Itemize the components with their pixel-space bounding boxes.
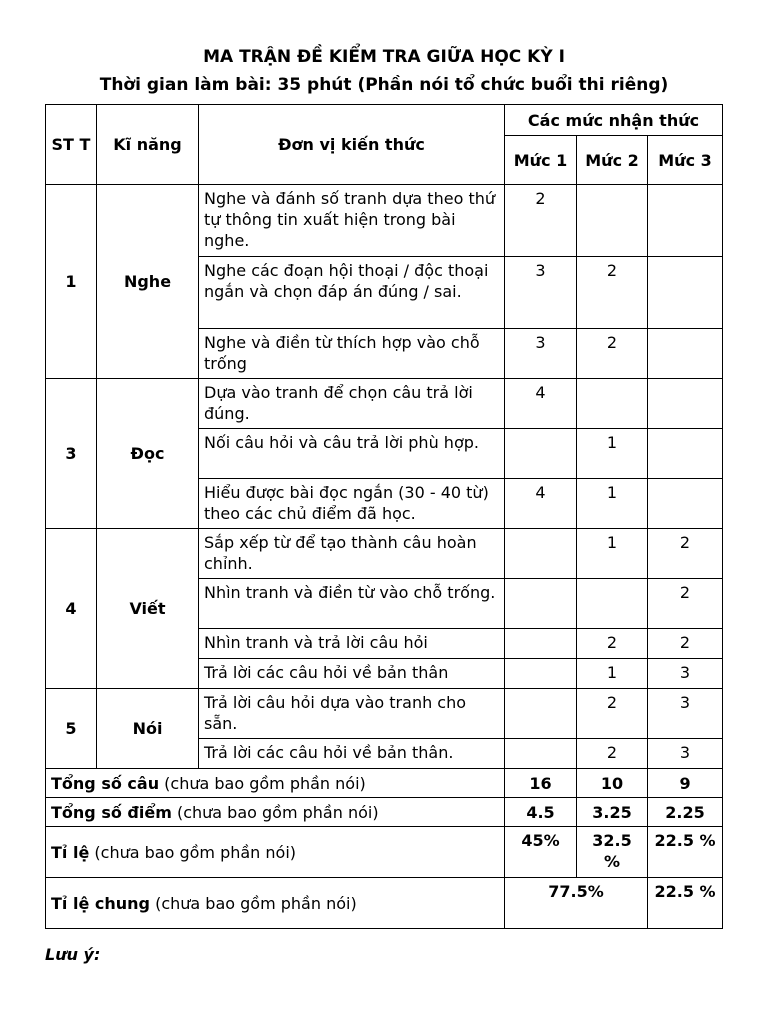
row-unit: Dựa vào tranh để chọn câu trả lời đúng. (199, 379, 505, 429)
row-level-3: 2 (648, 579, 723, 629)
row-unit: Trả lời các câu hỏi về bản thân (199, 659, 505, 689)
group-skill: Đọc (97, 379, 199, 529)
row-level-1: 3 (505, 329, 577, 379)
summary-row-total-questions (46, 769, 723, 798)
summary-label-bold: Tỉ lệ (51, 842, 90, 862)
row-level-3: 2 (648, 629, 723, 659)
row-level-1: 4 (505, 379, 577, 429)
summary-label-note: (chưa bao gồm phần nói) (159, 773, 366, 793)
row-level-3 (648, 185, 723, 257)
summary-level-3: 9 (648, 769, 723, 798)
row-level-1 (505, 689, 577, 739)
header-level-3: Mức 3 (648, 136, 723, 185)
row-level-1 (505, 659, 577, 689)
row-level-2: 1 (577, 659, 648, 689)
summary-label-bold: Tổng số câu (51, 773, 160, 793)
row-level-2: 1 (577, 479, 648, 529)
row-level-3: 2 (648, 529, 723, 579)
header-stt: ST T (46, 105, 97, 185)
summary-level-2: 10 (577, 769, 648, 798)
group-skill: Nói (97, 689, 199, 769)
summary-label-note: (chưa bao gồm phần nói) (149, 893, 357, 913)
row-level-2: 2 (577, 329, 648, 379)
summary-level-1: 16 (505, 769, 577, 798)
row-level-1 (505, 739, 577, 769)
row-level-1: 4 (505, 479, 577, 529)
summary-label (46, 878, 505, 929)
group-stt: 4 (46, 529, 97, 689)
row-level-3: 3 (648, 689, 723, 739)
table-row (46, 379, 723, 429)
note-label: Lưu ý: (45, 945, 101, 964)
row-level-2 (577, 379, 648, 429)
row-unit: Nghe các đoạn hội thoại / độc thoại ngắn và chọn đáp án đúng / sai. (199, 257, 505, 329)
row-level-3 (648, 479, 723, 529)
group-skill: Viết (97, 529, 199, 689)
row-unit: Trả lời câu hỏi dựa vào tranh cho sẵn. (199, 689, 505, 739)
summary-label-note: (chưa bao gồm phần nói) (171, 802, 379, 822)
summary-level-3: 22.5 % (648, 827, 723, 878)
row-level-3 (648, 379, 723, 429)
summary-level-3: 2.25 (648, 798, 723, 827)
summary-row-ratio-general (46, 878, 723, 929)
table-row (46, 689, 723, 739)
row-level-3 (648, 257, 723, 329)
summary-label-note: (chưa bao gồm phần nói) (89, 842, 297, 862)
row-unit: Nghe và điền từ thích hợp vào chỗ trống (199, 329, 505, 379)
summary-label-bold: Tổng số điểm (51, 802, 172, 822)
row-unit: Sắp xếp từ để tạo thành câu hoàn chỉnh. (199, 529, 505, 579)
row-level-2: 1 (577, 529, 648, 579)
row-level-2: 2 (577, 689, 648, 739)
summary-level-1: 4.5 (505, 798, 577, 827)
row-unit: Nghe và đánh số tranh dựa theo thứ tự thông tin xuất hiện trong bài nghe. (199, 185, 505, 257)
row-unit: Nhìn tranh và trả lời câu hỏi (199, 629, 505, 659)
summary-label-bold: Tỉ lệ chung (51, 893, 150, 913)
header-level-1: Mức 1 (505, 136, 577, 185)
table-row (46, 529, 723, 579)
summary-label (46, 827, 505, 878)
header-level-2: Mức 2 (577, 136, 648, 185)
document-title: MA TRẬN ĐỀ KIỂM TRA GIỮA HỌC KỲ I (203, 47, 565, 67)
row-unit: Hiểu được bài đọc ngắn (30 - 40 từ) theo các chủ điểm đã học. (199, 479, 505, 529)
row-unit: Trả lời các câu hỏi về bản thân. (199, 739, 505, 769)
summary-level-1-2: 77.5% (505, 878, 648, 929)
row-level-1: 3 (505, 257, 577, 329)
row-level-2: 1 (577, 429, 648, 479)
row-level-1 (505, 629, 577, 659)
row-level-1 (505, 579, 577, 629)
summary-level-1: 45% (505, 827, 577, 878)
row-unit: Nhìn tranh và điền từ vào chỗ trống. (199, 579, 505, 629)
row-level-2: 2 (577, 739, 648, 769)
row-level-2: 2 (577, 629, 648, 659)
row-level-3: 3 (648, 659, 723, 689)
row-level-2 (577, 579, 648, 629)
summary-label (46, 798, 505, 827)
row-level-3: 3 (648, 739, 723, 769)
summary-row-total-points (46, 798, 723, 827)
header-unit: Đơn vị kiến thức (199, 105, 505, 185)
row-level-2 (577, 185, 648, 257)
group-stt: 5 (46, 689, 97, 769)
summary-level-3: 22.5 % (648, 878, 723, 929)
group-stt: 3 (46, 379, 97, 529)
group-stt: 1 (46, 185, 97, 379)
header-row (46, 105, 723, 136)
header-skill: Kĩ năng (97, 105, 199, 185)
row-level-1 (505, 529, 577, 579)
table-row (46, 185, 723, 257)
summary-level-2: 32.5 % (577, 827, 648, 878)
header-levels: Các mức nhận thức (505, 105, 723, 136)
knowledge-matrix-table (45, 104, 723, 929)
summary-row-ratio (46, 827, 723, 878)
row-level-2: 2 (577, 257, 648, 329)
row-level-3 (648, 429, 723, 479)
row-level-1: 2 (505, 185, 577, 257)
summary-level-2: 3.25 (577, 798, 648, 827)
group-skill: Nghe (97, 185, 199, 379)
row-unit: Nối câu hỏi và câu trả lời phù hợp. (199, 429, 505, 479)
document-subtitle: Thời gian làm bài: 35 phút (Phần nói tổ chức buổi thi riêng) (99, 75, 669, 95)
row-level-1 (505, 429, 577, 479)
summary-label (46, 769, 505, 798)
row-level-3 (648, 329, 723, 379)
